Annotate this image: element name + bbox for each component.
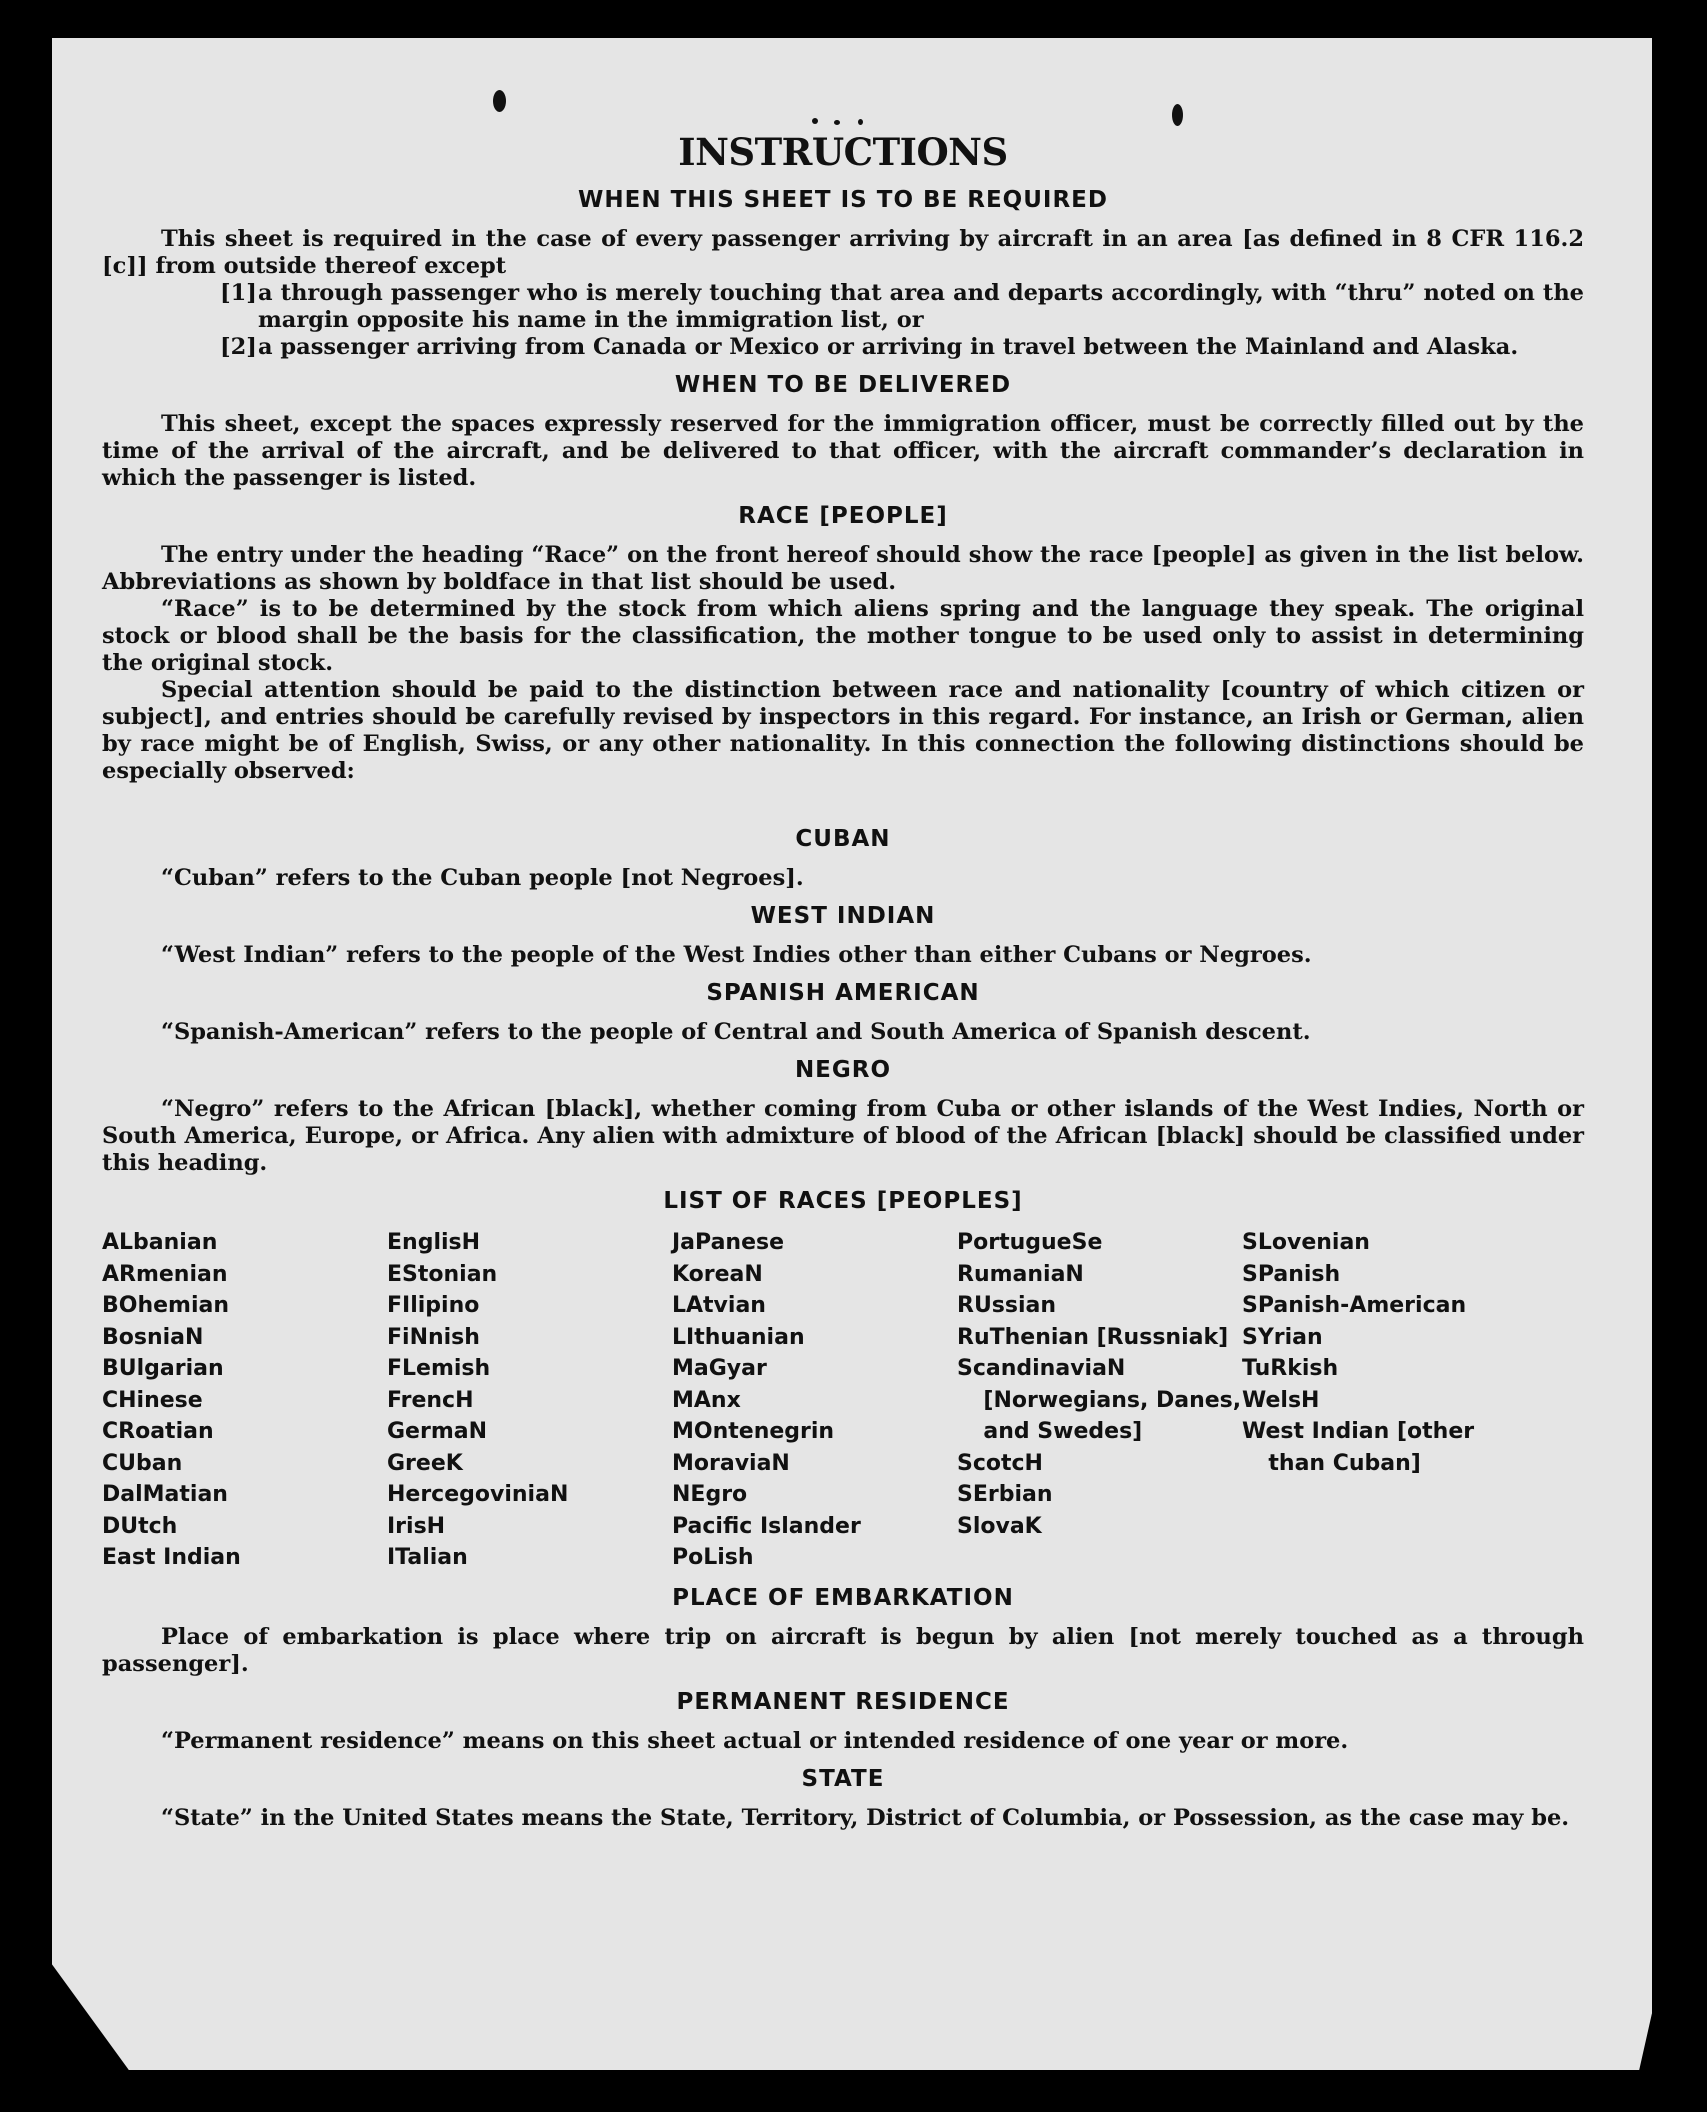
race-entry: East Indian — [102, 1545, 241, 1570]
paragraph: “Negro” refers to the African [black], whether coming from Cuba or other islands of the West Indies, North or South America, Europe, or Africa. Any alien with admixture of blood of the African [black] should be classified under this heading. — [102, 1096, 1584, 1176]
races-column — [387, 1227, 672, 1574]
paragraph: “Spanish-American” refers to the people of Central and South America of Spanish descent. — [161, 1019, 1311, 1045]
race-entry: BosniaN — [102, 1324, 204, 1350]
races-column — [102, 1227, 387, 1574]
race-entry: Pacific Islander — [672, 1513, 861, 1539]
race-entry: SLovenian — [1242, 1230, 1370, 1255]
punch-mark-left — [493, 90, 506, 112]
race-entry: BOhemian — [102, 1293, 230, 1318]
paragraph: “Race” is to be determined by the stock from which aliens spring and the language they speak. The original stock or blood shall be the basis for the classification, the mother tongue to be used only to assist in determining the original stock. — [102, 596, 1584, 676]
list-item-number: [2] — [220, 334, 257, 360]
race-entry: SPanish-American — [1242, 1293, 1467, 1318]
race-entry: JaPanese — [672, 1230, 785, 1255]
race-entry: PoLish — [672, 1545, 754, 1570]
section-heading: NEGRO — [794, 1057, 892, 1083]
page-title: INSTRUCTIONS — [678, 130, 1008, 174]
dot-mark — [812, 118, 818, 124]
race-entry: EStonian — [387, 1261, 498, 1287]
instructions-content — [102, 130, 1584, 1832]
race-entry: GreeK — [387, 1450, 463, 1476]
section-heading: SPANISH AMERICAN — [706, 980, 980, 1006]
race-entry: BUlgarian — [102, 1356, 224, 1381]
race-entry: MaGyar — [672, 1356, 767, 1381]
race-entry: West Indian [other than Cuban] — [1242, 1419, 1475, 1476]
list-item — [220, 334, 1584, 361]
section-heading: WHEN TO BE DELIVERED — [674, 372, 1012, 398]
section-heading: CUBAN — [795, 826, 891, 852]
race-entry: FIlipino — [387, 1293, 480, 1318]
race-entry: PortugueSe — [957, 1230, 1103, 1255]
races-column — [1242, 1227, 1527, 1574]
dot-mark — [858, 119, 863, 125]
paragraph: Special attention should be paid to the distinction between race and nationality [country of which citizen or subject], and entries should be carefully revised by inspectors in this regard. For instance, an Irish or German, alien by race might be of English, Swiss, or any other nationality. In this connection the following distinctions should be especially observed: — [102, 677, 1584, 784]
paragraph: This sheet, except the spaces expressly reserved for the immigration officer, must be correctly filled out by the time of the arrival of the aircraft, and be delivered to that officer, with the aircraft commander’s declaration in which the passenger is listed. — [102, 411, 1584, 491]
list-item — [220, 280, 1584, 334]
race-entry: CUban — [102, 1450, 183, 1476]
list-item-text: a passenger arriving from Canada or Mexico or arriving in travel between the Mainland and Alaska. — [258, 334, 1519, 360]
races-column — [672, 1227, 957, 1574]
race-entry: LAtvian — [672, 1293, 766, 1318]
paragraph: This sheet is required in the case of every passenger arriving by aircraft in an area [as defined in 8 CFR 116.2 [c]] from outside thereof except — [102, 226, 1584, 279]
race-entry: FrencH — [387, 1387, 474, 1413]
list-item-text: a through passenger who is merely touching that area and departs accordingly, with “thru” noted on the margin opposite his name in the immigration list, or — [258, 280, 1584, 333]
punch-mark-right — [1172, 104, 1183, 126]
race-entry: DUtch — [102, 1513, 178, 1539]
paragraph: “State” in the United States means the State, Territory, District of Columbia, or Possession, as the case may be. — [161, 1804, 1570, 1831]
section-heading: RACE [PEOPLE] — [738, 503, 948, 529]
race-entry: GermaN — [387, 1419, 488, 1444]
section-heading: LIST OF RACES [PEOPLES] — [663, 1188, 1023, 1214]
section-heading: PLACE OF EMBARKATION — [672, 1584, 1014, 1611]
races-list — [102, 1227, 1584, 1574]
section-heading: WEST INDIAN — [750, 903, 936, 929]
race-entry: HercegoviniaN — [387, 1482, 569, 1507]
race-entry: ALbanian — [102, 1230, 218, 1255]
race-entry: SYrian — [1242, 1324, 1323, 1350]
race-entry: EnglisH — [387, 1230, 481, 1255]
race-entry: NEgro — [672, 1482, 748, 1507]
race-entry: MAnx — [672, 1387, 741, 1413]
race-entry: ITalian — [387, 1545, 468, 1570]
race-entry: SlovaK — [957, 1513, 1042, 1539]
paragraph: “West Indian” refers to the people of the West Indies other than either Cubans or Negroes. — [161, 942, 1312, 968]
race-entry: KoreaN — [672, 1261, 763, 1287]
paragraph: “Cuban” refers to the Cuban people [not Negroes]. — [161, 865, 804, 891]
race-entry: FiNnish — [387, 1324, 480, 1350]
race-entry: CRoatian — [102, 1419, 214, 1444]
race-entry: FLemish — [387, 1356, 491, 1381]
section-heading: STATE — [801, 1765, 885, 1792]
race-entry: WelsH — [1242, 1387, 1320, 1413]
race-entry: MoraviaN — [672, 1450, 790, 1476]
race-entry: RumaniaN — [957, 1261, 1084, 1287]
race-entry: TuRkish — [1242, 1356, 1339, 1381]
race-entry: SErbian — [957, 1482, 1053, 1507]
races-column — [957, 1227, 1242, 1574]
section-heading: WHEN THIS SHEET IS TO BE REQUIRED — [578, 187, 1108, 213]
race-entry: MOntenegrin — [672, 1419, 835, 1444]
paragraph: “Permanent residence” means on this sheet actual or intended residence of one year or more. — [161, 1727, 1349, 1754]
race-entry: DalMatian — [102, 1482, 228, 1507]
race-entry: LIthuanian — [672, 1324, 805, 1350]
list-item-number: [1] — [220, 280, 257, 306]
paragraph: Place of embarkation is place where trip on aircraft is begun by alien [not merely touched as a through passenger]. — [102, 1623, 1584, 1677]
race-entry: ARmenian — [102, 1261, 228, 1287]
race-entry: ScotcH — [957, 1450, 1043, 1476]
dot-mark — [834, 120, 840, 125]
race-entry: IrisH — [387, 1513, 446, 1539]
race-entry: SPanish — [1242, 1261, 1341, 1287]
paragraph: The entry under the heading “Race” on the front hereof should show the race [people] as given in the list below. Abbreviations as shown by boldface in that list should be used. — [102, 542, 1584, 595]
race-entry: RUssian — [957, 1293, 1057, 1318]
race-entry: ScandinaviaN [Norwegians, Danes, and Swedes] — [957, 1356, 1242, 1444]
race-entry: CHinese — [102, 1387, 203, 1413]
section-heading: PERMANENT RESIDENCE — [676, 1688, 1010, 1715]
race-entry: RuThenian [Russniak] — [957, 1324, 1229, 1350]
